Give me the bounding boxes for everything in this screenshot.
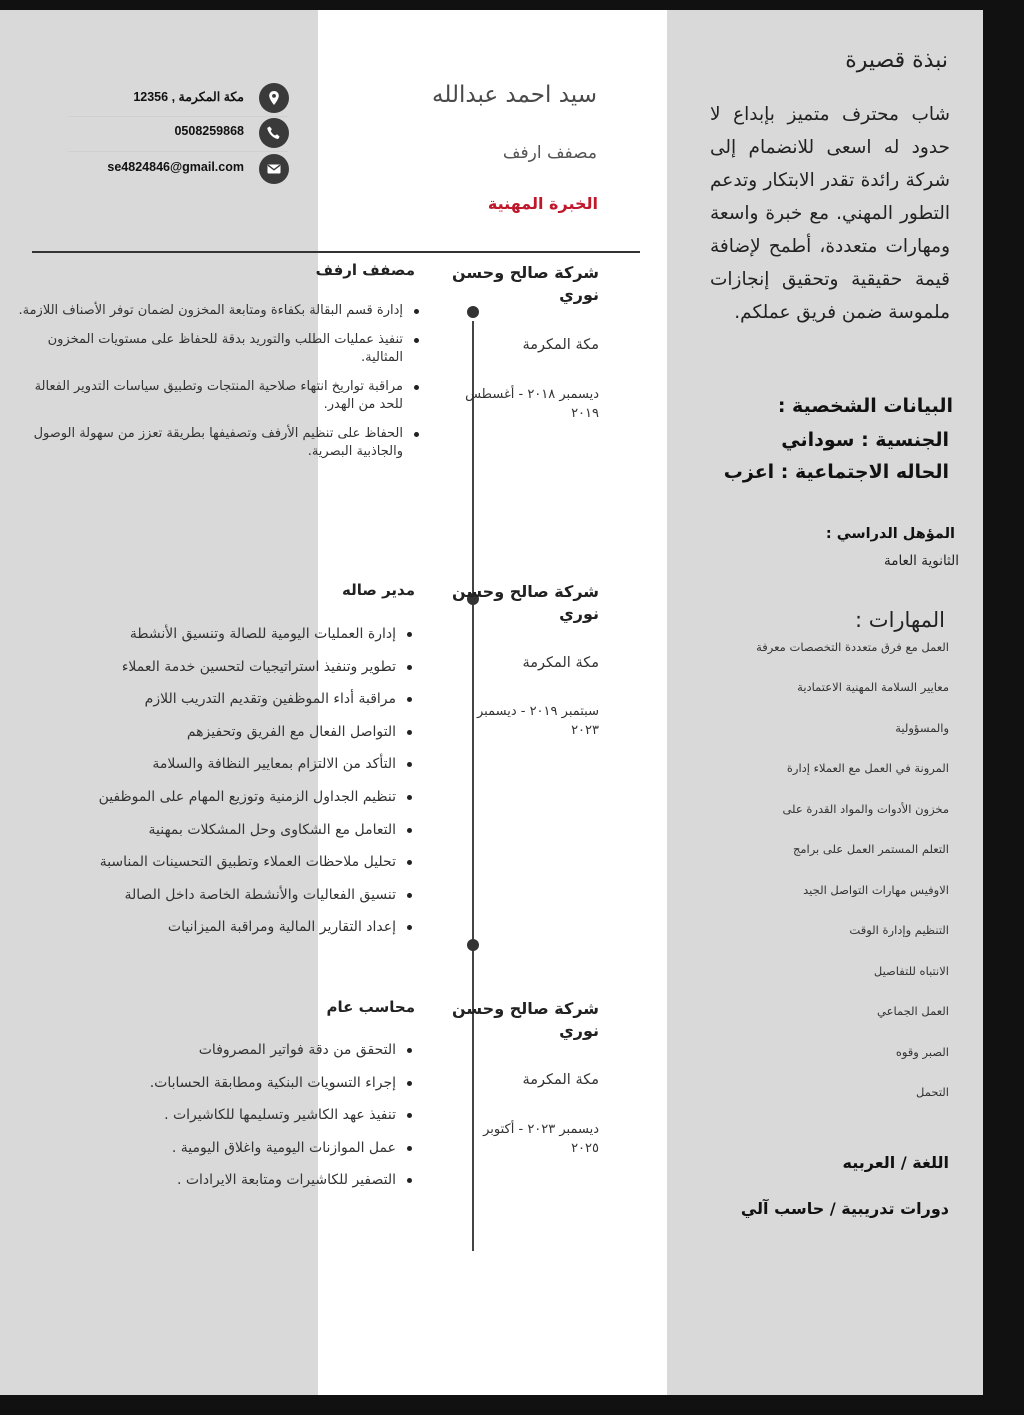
marital-status: الحاله الاجتماعية : اعزب bbox=[723, 461, 949, 483]
task-item: تنسيق الفعاليات والأنشطة الخاصة داخل الصالة bbox=[0, 885, 396, 905]
section-divider bbox=[32, 251, 640, 253]
personal-data-heading: البيانات الشخصية : bbox=[777, 395, 953, 417]
experience-company: شركة صالح وحسن نوري bbox=[452, 263, 599, 304]
task-item: التأكد من الالتزام بمعايير النظافة والسلامة bbox=[0, 754, 396, 774]
experience-heading: الخبرة المهنية bbox=[487, 194, 598, 213]
task-item: عمل الموازنات اليومية واغلاق اليومية . bbox=[0, 1138, 396, 1158]
task-item: تنظيم الجداول الزمنية وتوزيع المهام على الموظفين bbox=[0, 787, 396, 807]
candidate-job-title: مصفف ارفف bbox=[502, 143, 597, 163]
language: اللغة / العربيه bbox=[842, 1153, 949, 1172]
task-item: تنفيذ عهد الكاشير وتسليمها للكاشيرات . bbox=[0, 1105, 396, 1125]
experience-task-list bbox=[0, 624, 416, 950]
resume-page bbox=[0, 10, 983, 1395]
skill-item: والمسؤولية bbox=[895, 721, 949, 735]
skill-item: التنظيم وإدارة الوقت bbox=[849, 923, 949, 937]
skill-item: المرونة في العمل مع العملاء إدارة bbox=[786, 761, 949, 775]
task-item: التصفير للكاشيرات ومتابعة الايرادات . bbox=[0, 1170, 396, 1190]
task-item: مراقبة أداء الموظفين وتقديم التدريب اللازم bbox=[0, 689, 396, 709]
task-item: التحقق من دقة فواتير المصروفات bbox=[0, 1040, 396, 1060]
contact-phone-row bbox=[60, 118, 292, 148]
skill-item: العمل مع فرق متعددة التخصصات معرفة bbox=[756, 640, 949, 654]
skills-title: المهارات : bbox=[855, 608, 945, 632]
task-item: الحفاظ على تنظيم الأرفف وتصفيفها بطريقة تعزز من سهولة الوصول والجاذبية البصرية. bbox=[13, 425, 403, 461]
skill-item: معايير السلامة المهنية الاعتمادية bbox=[797, 680, 949, 694]
skill-item: التعلم المستمر العمل على برامج bbox=[792, 842, 949, 856]
bio-text: شاب محترف متميز بإبداع لا حدود له اسعى للانضمام إلى شركة رائدة تقدر الابتكار وتدعم التطور المهني. مع خبرة واسعة ومهارات متعددة، أطمح لإضافة قيمة حقيقية وتحقيق إنجازات ملموسة ضمن فريق عملكم. bbox=[710, 104, 950, 323]
email-icon bbox=[259, 154, 289, 184]
skill-item: الانتباه للتفاصيل bbox=[873, 964, 949, 978]
contact-address-row bbox=[60, 83, 292, 113]
task-item: التعامل مع الشكاوى وحل المشكلات بمهنية bbox=[0, 820, 396, 840]
task-item: إدارة العمليات اليومية للصالة وتنسيق الأنشطة bbox=[0, 624, 396, 644]
task-item: إدارة قسم البقالة بكفاءة ومتابعة المخزون لضمان توفر الأصناف اللازمة. bbox=[13, 302, 403, 320]
task-item: تنفيذ عمليات الطلب والتوريد بدقة للحفاظ على مستويات المخزون المثالية. bbox=[13, 331, 403, 367]
contact-email: se4824846@gmail.com bbox=[107, 160, 244, 174]
contact-divider bbox=[68, 116, 288, 117]
experience-task-list bbox=[0, 1040, 416, 1203]
skill-item: الصبر وقوه bbox=[895, 1045, 949, 1059]
experience-dates: ديسمبر ٢٠١٨ - أغسطس ٢٠١٩ bbox=[465, 387, 599, 421]
experience-timeline bbox=[472, 321, 474, 1251]
task-item: تحليل ملاحظات العملاء وتطبيق التحسينات المناسبة bbox=[0, 852, 396, 872]
experience-dates: سبتمبر ٢٠١٩ - ديسمبر ٢٠٢٣ bbox=[477, 704, 599, 738]
experience-task-list bbox=[13, 302, 423, 472]
contact-phone: 0508259868 bbox=[174, 124, 244, 138]
nationality: الجنسية : سوداني bbox=[781, 429, 949, 451]
experience-company: شركة صالح وحسن نوري bbox=[452, 582, 599, 623]
skill-item: التحمل bbox=[916, 1085, 949, 1099]
experience-role: محاسب عام bbox=[326, 998, 415, 1016]
education-heading: المؤهل الدراسي : bbox=[825, 526, 955, 542]
phone-icon bbox=[259, 118, 289, 148]
skill-item: العمل الجماعي bbox=[877, 1004, 949, 1018]
experience-city: مكة المكرمة bbox=[522, 655, 599, 671]
experience-role: مصفف ارفف bbox=[315, 261, 415, 279]
dark-margin bbox=[983, 10, 1024, 1395]
task-item: إعداد التقارير المالية ومراقبة الميزانيات bbox=[0, 917, 396, 937]
skill-item: مخزون الأدوات والمواد القدرة على bbox=[782, 802, 949, 816]
education-value: الثانوية العامة bbox=[883, 553, 959, 569]
contact-divider bbox=[68, 151, 288, 152]
training-courses: دورات تدريبية / حاسب آلي bbox=[740, 1199, 949, 1218]
task-item: التواصل الفعال مع الفريق وتحفيزهم bbox=[0, 722, 396, 742]
task-item: مراقبة تواريخ انتهاء صلاحية المنتجات وتطبيق سياسات التدوير الفعالة للحد من الهدر. bbox=[13, 378, 403, 414]
candidate-name: سيد احمد عبدالله bbox=[432, 82, 597, 108]
skill-item: الاوفيس مهارات التواصل الجيد bbox=[803, 883, 949, 897]
experience-city: مكة المكرمة bbox=[522, 1072, 599, 1088]
timeline-dot bbox=[467, 939, 479, 951]
task-item: إجراء التسويات البنكية ومطابقة الحسابات. bbox=[0, 1073, 396, 1093]
experience-dates: ديسمبر ٢٠٢٣ - أكتوبر ٢٠٢٥ bbox=[483, 1122, 599, 1156]
location-pin-icon bbox=[259, 83, 289, 113]
contact-address: مكة المكرمة , 12356 bbox=[133, 90, 244, 104]
experience-company: شركة صالح وحسن نوري bbox=[452, 999, 599, 1040]
bio-title: نبذة قصيرة bbox=[845, 48, 948, 73]
experience-role: مدير صاله bbox=[342, 581, 415, 599]
timeline-dot bbox=[467, 306, 479, 318]
experience-city: مكة المكرمة bbox=[522, 337, 599, 353]
contact-email-row bbox=[60, 154, 292, 184]
task-item: تطوير وتنفيذ استراتيجيات لتحسين خدمة العملاء bbox=[0, 657, 396, 677]
